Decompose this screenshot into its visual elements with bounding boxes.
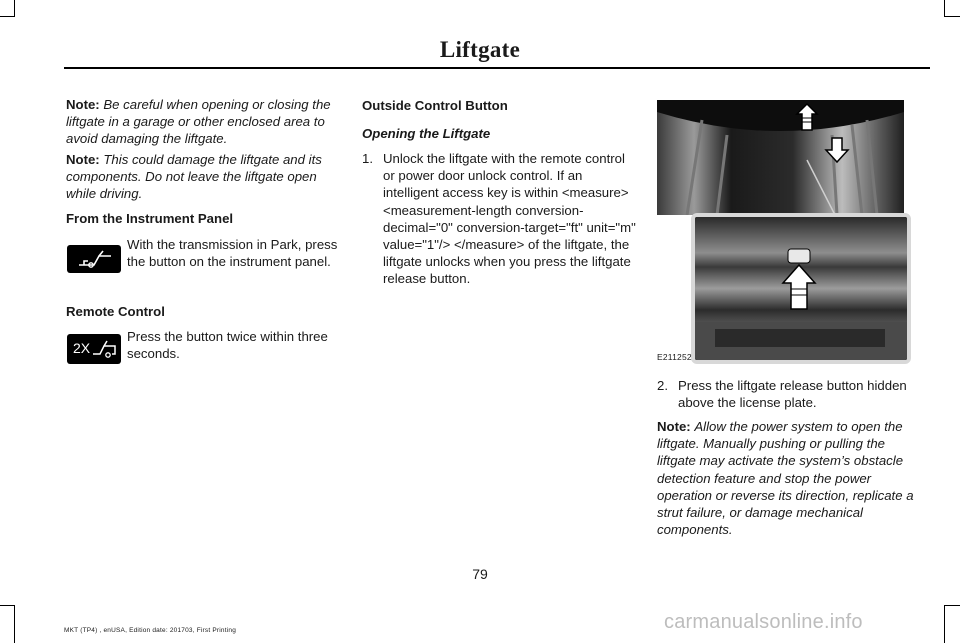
remote-liftgate-icon (67, 334, 121, 364)
note-power-system (657, 418, 927, 538)
note-2 (66, 151, 338, 203)
step-text: Unlock the liftgate with the remote control or power door unlock control. If an intelligent access key is within <measure> <measurement-length conversion-decimal="0" conversion-target="ft" unit="m" value="1"/> </measure> of the liftgate, the liftgate unlocks when you press the liftgate release button. (383, 151, 636, 287)
note-label: Note: (66, 97, 100, 112)
watermark: carmanualsonline.info (664, 611, 863, 633)
note-1 (66, 96, 338, 148)
step-2 (657, 377, 927, 417)
note-label: Note: (657, 419, 691, 434)
note-text: Allow the power system to open the liftgate. Manually pushing or pulling the liftgate may activate the system’s obstacle detection feature and stop the power operation or reverse its direction, replicate a strut failure, or damage mechanical components. (657, 419, 914, 538)
opening-liftgate-subheading: Opening the Liftgate (362, 126, 491, 141)
page-number: 79 (472, 566, 488, 582)
crop-mark (945, 16, 960, 17)
liftgate-photo (657, 100, 904, 215)
crop-mark (14, 605, 15, 643)
crop-mark (944, 605, 945, 643)
figure-label: E211252 (657, 352, 692, 362)
note-text: This could damage the liftgate and its components. Do not leave the liftgate open while driving. (66, 152, 322, 202)
crop-mark (0, 16, 15, 17)
section-heading-remote-control: Remote Control (66, 304, 165, 319)
outside-control-heading: Outside Control Button (362, 98, 508, 113)
step-number: 1. (362, 151, 373, 166)
remote-icon-label: 2X (73, 340, 91, 356)
note-text: Be careful when opening or closing the liftgate in a garage or other enclosed area to avoid damaging the liftgate. (66, 97, 331, 147)
crop-mark (14, 0, 15, 17)
remote-control-text: Press the button twice within three seconds. (127, 329, 328, 362)
crop-mark (945, 605, 960, 606)
page-title: Liftgate (439, 37, 521, 62)
section-heading-instrument-panel: From the Instrument Panel (66, 211, 234, 226)
crop-mark (0, 605, 15, 606)
footer-text: MKT (TP4) , enUSA, Edition date: 201703, First Printing (64, 627, 237, 634)
liftgate-button-icon (67, 245, 121, 273)
step-1 (362, 150, 642, 300)
note-label: Note: (66, 152, 100, 167)
step-text: Press the liftgate release button hidden above the license plate. (678, 378, 907, 411)
step-number: 2. (657, 378, 668, 393)
release-button-closeup (691, 213, 911, 364)
liftgate-figure (657, 100, 904, 358)
instrument-panel-text: With the transmission in Park, press the button on the instrument panel. (127, 237, 338, 270)
header-rule (64, 67, 930, 69)
crop-mark (944, 0, 945, 17)
